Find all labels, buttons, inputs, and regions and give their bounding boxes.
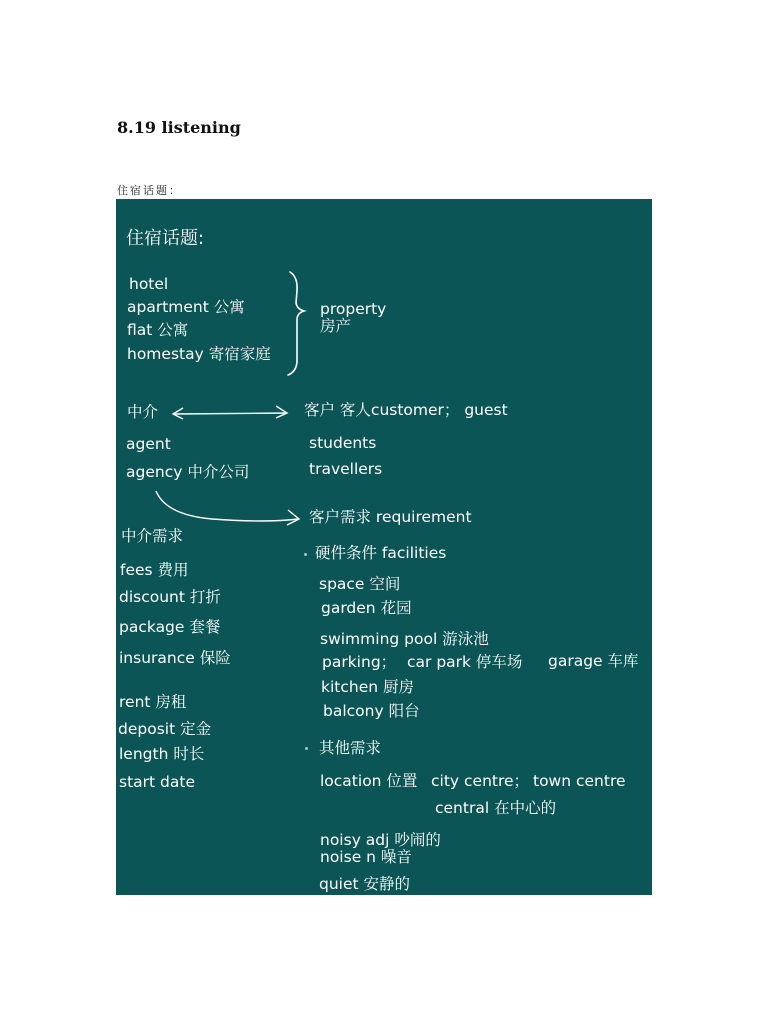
double-arrow-line	[174, 413, 286, 414]
image-caption: 住宿话题：	[117, 184, 182, 197]
facility-pool: swimming pool 游泳池	[320, 630, 489, 648]
bullet-dot	[305, 747, 308, 750]
brace-shape	[288, 272, 304, 375]
facility-balcony: balcony 阳台	[323, 702, 420, 720]
need-insurance: insurance 保险	[119, 649, 231, 667]
other-central: central 在中心的	[435, 799, 557, 817]
other-town-centre: town centre	[533, 772, 626, 790]
agency-term: agency 中介公司	[126, 463, 250, 481]
agent-heading: 中介	[127, 403, 159, 421]
facility-garage: garage 车库	[548, 652, 639, 670]
other-noise: noise n 噪音	[320, 848, 412, 866]
facility-garden: garden 花园	[321, 599, 412, 617]
customer-students: students	[309, 434, 377, 452]
accommodation-hotel: hotel	[129, 275, 169, 293]
board-title: 住宿话题:	[126, 228, 205, 249]
arrow-head-right	[276, 406, 287, 418]
accommodation-homestay: homestay 寄宿家庭	[127, 345, 271, 363]
other-noisy: noisy adj 吵闹的	[320, 831, 441, 849]
accommodation-flat: flat 公寓	[127, 321, 189, 339]
facility-kitchen: kitchen 厨房	[321, 678, 414, 696]
page-title: 8.19 listening	[117, 118, 241, 137]
other-needs-heading: 其他需求	[319, 739, 382, 757]
curved-arrow-head	[287, 510, 299, 525]
customer-heading: 客户 客人customer； guest	[304, 401, 508, 419]
accommodation-apartment: apartment 公寓	[127, 298, 245, 316]
need-start-date: start date	[119, 773, 195, 791]
facility-parking: parking；	[322, 653, 397, 671]
curved-arrow-line	[156, 491, 298, 521]
need-deposit: deposit 定金	[118, 720, 212, 738]
facility-car-park: car park 停车场	[407, 653, 523, 671]
bullet-dot	[304, 553, 307, 556]
property-label: property	[320, 300, 387, 318]
requirement-heading: 客户需求 requirement	[309, 508, 472, 526]
agent-needs-heading: 中介需求	[121, 527, 184, 545]
need-length: length 时长	[119, 745, 205, 763]
agent-term: agent	[126, 435, 171, 453]
other-quiet: quiet 安静的	[319, 875, 411, 893]
facility-space: space 空间	[319, 575, 401, 593]
need-rent: rent 房租	[119, 693, 187, 711]
property-label-zh: 房产	[320, 317, 352, 335]
need-discount: discount 打折	[119, 588, 221, 606]
need-package: package 套餐	[119, 618, 221, 636]
customer-travellers: travellers	[309, 460, 383, 478]
need-fees: fees 费用	[120, 561, 189, 579]
other-location: location 位置	[320, 772, 418, 790]
facilities-heading: 硬件条件 facilities	[315, 544, 447, 562]
other-city-centre: city centre；	[431, 772, 530, 790]
vocabulary-board	[116, 199, 652, 895]
